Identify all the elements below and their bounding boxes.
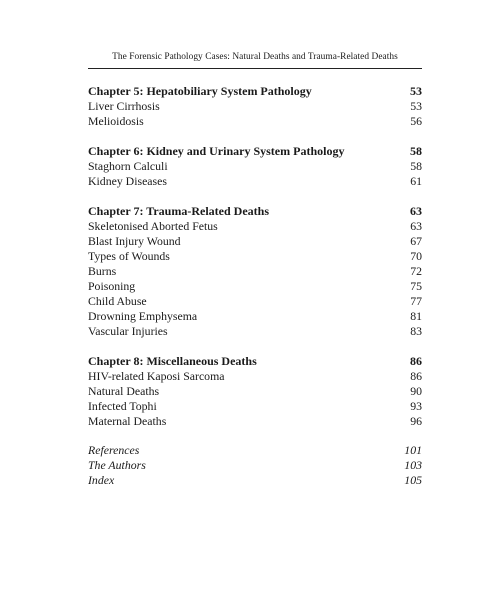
entry-title: Liver Cirrhosis — [88, 99, 160, 113]
entry-page-number: 90 — [410, 384, 422, 398]
entry-title: Child Abuse — [88, 294, 147, 308]
toc-chapter-heading[interactable] — [88, 354, 422, 369]
entry-page-number: 105 — [404, 473, 422, 487]
toc-entry[interactable] — [88, 414, 422, 429]
toc-entry[interactable] — [88, 234, 422, 249]
toc-entry-the-authors[interactable] — [88, 458, 422, 473]
entry-page-number: 77 — [410, 294, 422, 308]
entry-title: Burns — [88, 264, 117, 278]
entry-title: HIV-related Kaposi Sarcoma — [88, 369, 225, 383]
toc-entry-index[interactable] — [88, 473, 422, 488]
toc-chapter-heading[interactable] — [88, 84, 422, 99]
toc-entry[interactable] — [88, 309, 422, 324]
toc-entry[interactable] — [88, 159, 422, 174]
entry-page-number: 56 — [410, 114, 422, 128]
entry-page-number: 93 — [410, 399, 422, 413]
toc-entry[interactable] — [88, 294, 422, 309]
entry-page-number: 58 — [410, 159, 422, 173]
entry-page-number: 101 — [404, 443, 422, 457]
entry-title: Infected Tophi — [88, 399, 157, 413]
entry-page-number: 72 — [410, 264, 422, 278]
chapter-page-number: 63 — [410, 204, 422, 218]
toc-section-chapter-6 — [88, 144, 422, 189]
chapter-title: Chapter 5: Hepatobiliary System Pathology — [88, 84, 312, 98]
entry-title: Blast Injury Wound — [88, 234, 181, 248]
entry-page-number: 61 — [410, 174, 422, 188]
entry-page-number: 86 — [410, 369, 422, 383]
toc-entry[interactable] — [88, 264, 422, 279]
toc-entry[interactable] — [88, 324, 422, 339]
entry-page-number: 67 — [410, 234, 422, 248]
entry-title: Kidney Diseases — [88, 174, 167, 188]
entry-title: Melioidosis — [88, 114, 144, 128]
toc-back-matter — [88, 443, 422, 488]
entry-page-number: 83 — [410, 324, 422, 338]
toc-entry-references[interactable] — [88, 443, 422, 458]
toc-entry[interactable] — [88, 369, 422, 384]
entry-page-number: 53 — [410, 99, 422, 113]
entry-title: The Authors — [88, 458, 146, 472]
entry-page-number: 103 — [404, 458, 422, 472]
chapter-title: Chapter 7: Trauma-Related Deaths — [88, 204, 269, 218]
toc-entry[interactable] — [88, 219, 422, 234]
entry-title: Maternal Deaths — [88, 414, 167, 428]
toc-chapter-heading[interactable] — [88, 204, 422, 219]
entry-page-number: 63 — [410, 219, 422, 233]
toc-entry[interactable] — [88, 249, 422, 264]
entry-title: References — [88, 443, 140, 457]
entry-title: Staghorn Calculi — [88, 159, 168, 173]
entry-page-number: 70 — [410, 249, 422, 263]
entry-title: Natural Deaths — [88, 384, 160, 398]
toc-section-chapter-8 — [88, 354, 422, 429]
toc-entry[interactable] — [88, 399, 422, 414]
entry-title: Vascular Injuries — [88, 324, 168, 338]
toc-section-chapter-7 — [88, 204, 422, 339]
toc-section-chapter-5 — [88, 84, 422, 129]
chapter-page-number: 53 — [410, 84, 422, 98]
toc-entry[interactable] — [88, 99, 422, 114]
table-of-contents — [88, 84, 422, 503]
entry-page-number: 81 — [410, 309, 422, 323]
entry-title: Index — [88, 473, 115, 487]
entry-title: Skeletonised Aborted Fetus — [88, 219, 218, 233]
entry-title: Poisoning — [88, 279, 136, 293]
entry-title: Types of Wounds — [88, 249, 170, 263]
chapter-page-number: 58 — [410, 144, 422, 158]
toc-entry[interactable] — [88, 174, 422, 189]
chapter-page-number: 86 — [410, 354, 422, 368]
entry-page-number: 96 — [410, 414, 422, 428]
toc-chapter-heading[interactable] — [88, 144, 422, 159]
toc-entry[interactable] — [88, 384, 422, 399]
chapter-title: Chapter 6: Kidney and Urinary System Pathology — [88, 144, 345, 158]
header-rule — [88, 68, 422, 69]
toc-entry[interactable] — [88, 114, 422, 129]
running-header: The Forensic Pathology Cases: Natural Deaths and Trauma-Related Deaths — [112, 52, 398, 62]
entry-page-number: 75 — [410, 279, 422, 293]
toc-entry[interactable] — [88, 279, 422, 294]
entry-title: Drowning Emphysema — [88, 309, 198, 323]
chapter-title: Chapter 8: Miscellaneous Deaths — [88, 354, 257, 368]
